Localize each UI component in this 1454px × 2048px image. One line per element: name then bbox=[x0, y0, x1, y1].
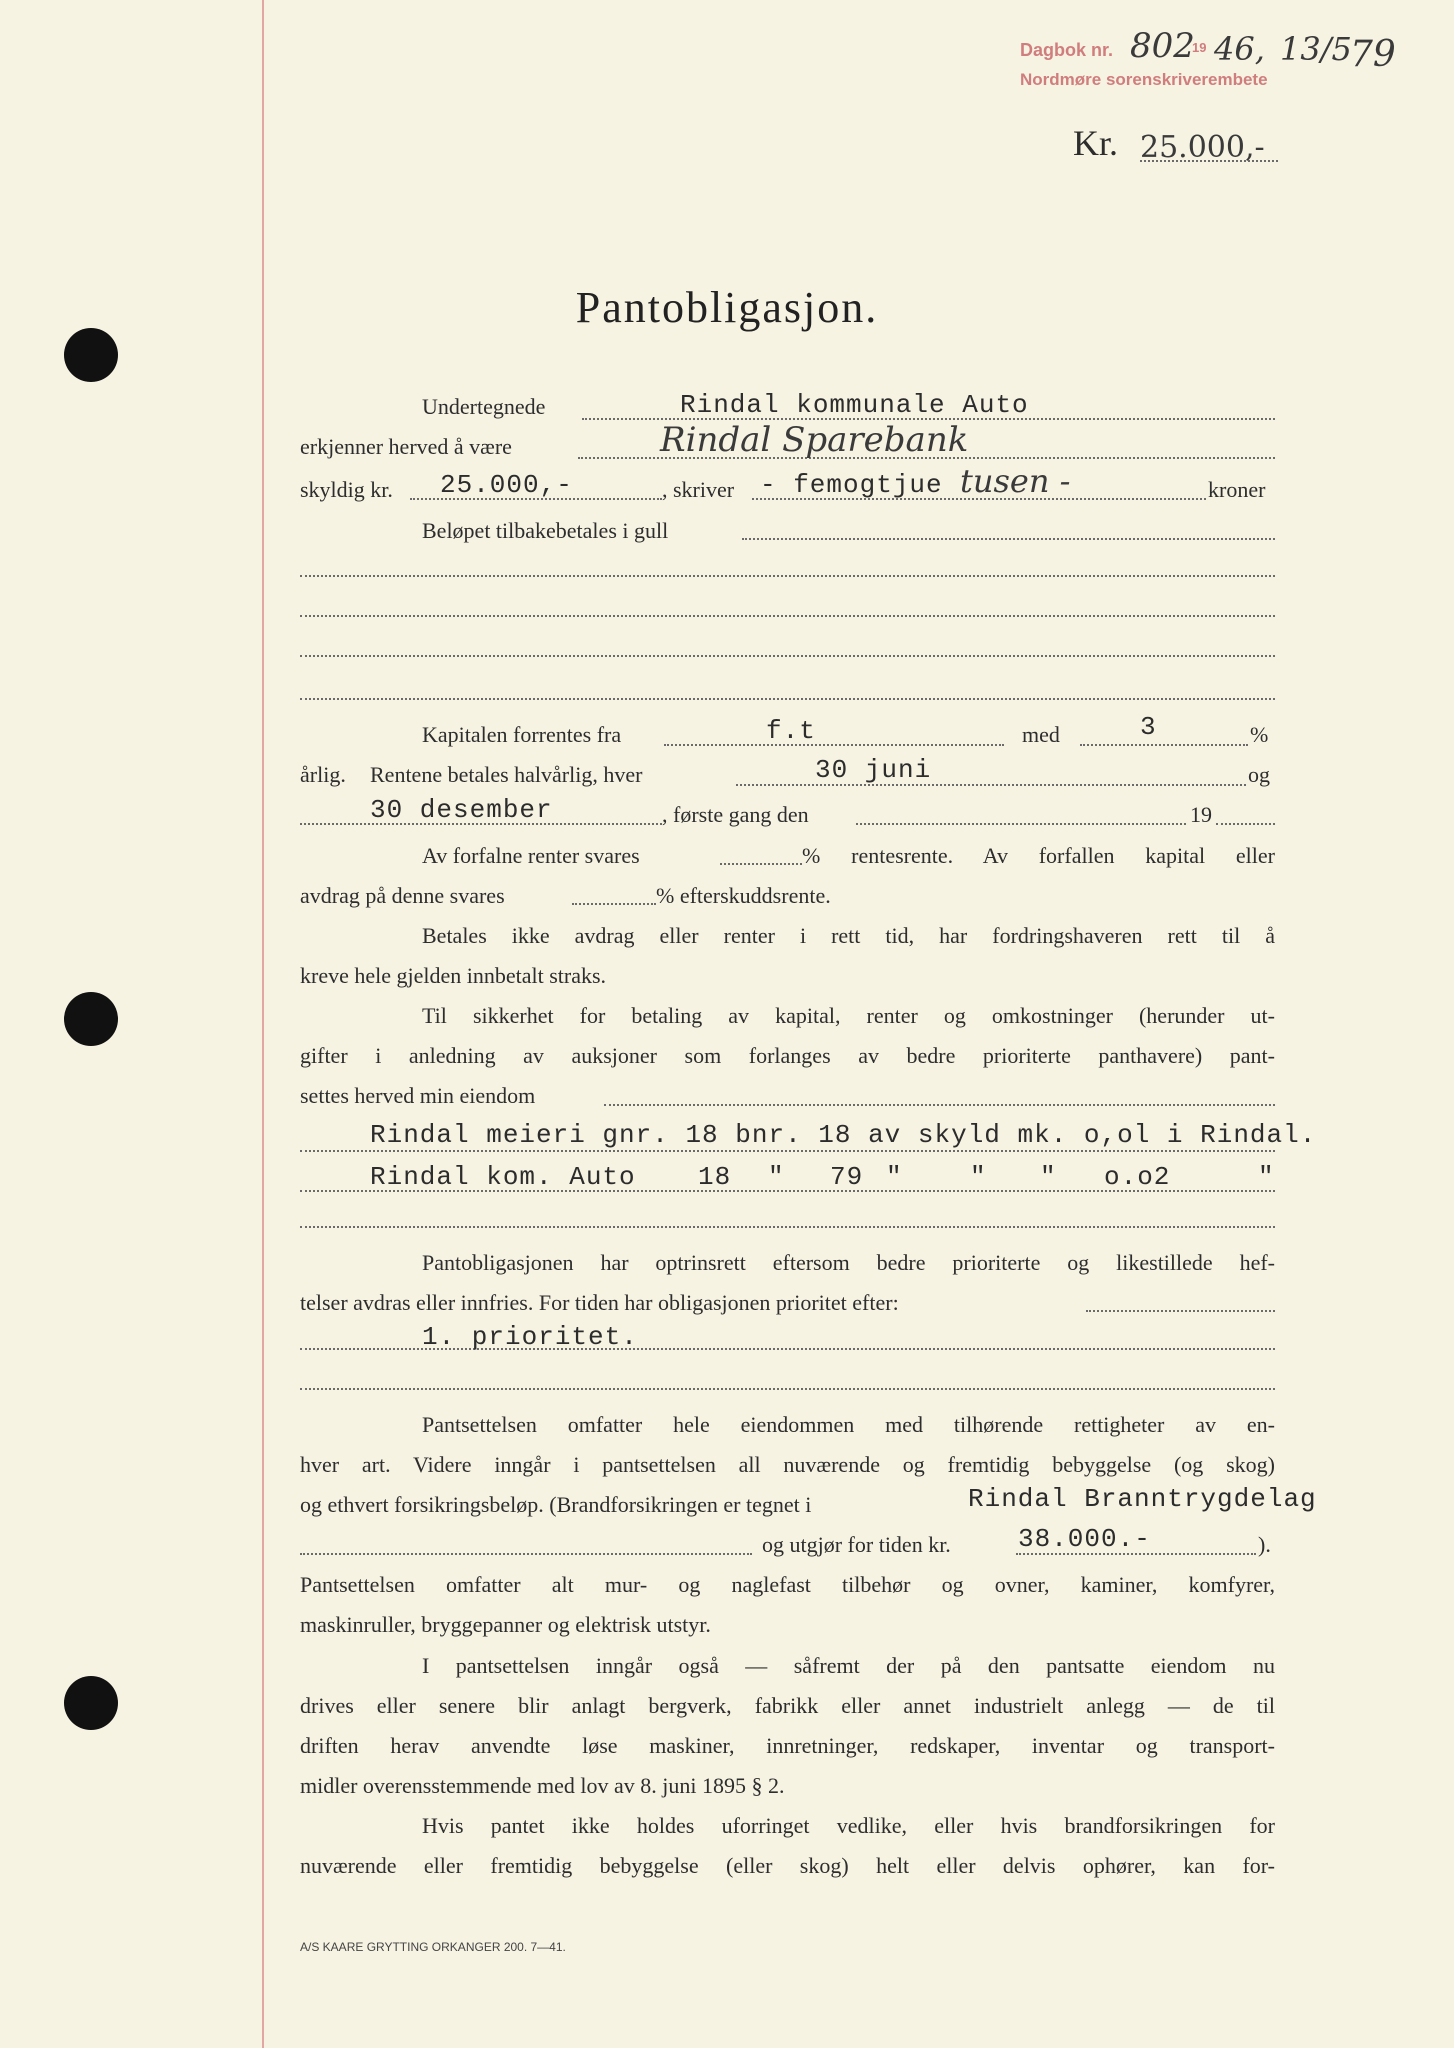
gull-label: Beløpet tilbakebetales i gull bbox=[422, 518, 669, 543]
interest-from: f.t bbox=[766, 716, 816, 746]
priority-value: 1. prioritet. bbox=[422, 1322, 638, 1352]
punch-hole bbox=[64, 992, 118, 1046]
amount-prefix: Kr. bbox=[1073, 123, 1118, 163]
skriver-label: , skriver bbox=[662, 477, 735, 502]
forste-gang-label: , første gang den bbox=[662, 802, 809, 827]
dotted-line bbox=[720, 863, 802, 865]
priority-line-1: Pantobligasjonen har optrinsrett eftersom bedre prioriterte og likestillede hef- bbox=[422, 1250, 1275, 1275]
forfalne-text: % rentesrente. Av forfallen kapital eller bbox=[802, 843, 1275, 868]
vedlike-line-1: Hvis pantet ikke holdes uforringet vedlike, eller hvis brandforsikringen for bbox=[422, 1813, 1275, 1838]
insured-value: 38.000.- bbox=[1018, 1524, 1151, 1554]
utgjor-label: og utgjør for tiden kr. bbox=[762, 1532, 951, 1557]
dotted-line bbox=[300, 575, 1275, 577]
property-line-2-ditto: " bbox=[886, 1162, 903, 1192]
debtor-name: Rindal kommunale Auto bbox=[680, 390, 1029, 420]
vedlike-line-2: nuværende eller fremtidig bebyggelse (eller skog) helt eller delvis ophører, kan for- bbox=[300, 1853, 1275, 1878]
pantsettelsen-line-1: Pantsettelsen omfatter hele eiendommen med tilhørende rettigheter av en- bbox=[422, 1412, 1275, 1437]
bergverk-line-4: midler overensstemmende med lov av 8. juni 1895 § 2. bbox=[300, 1773, 785, 1798]
kroner-label: kroner bbox=[1208, 477, 1266, 502]
priority-line-2: telser avdras eller innfries. For tiden har obligasjonen prioritet efter: bbox=[300, 1290, 899, 1315]
property-line-2-ditto: " bbox=[1258, 1162, 1275, 1192]
property-line-2-bnr: 79 bbox=[830, 1162, 864, 1192]
journal-number: 802 bbox=[1130, 26, 1195, 66]
skyldig-label: skyldig kr. bbox=[300, 477, 393, 502]
dotted-line bbox=[1086, 1310, 1275, 1312]
arlig-label: årlig. bbox=[300, 762, 346, 787]
journal-date: 13/5 bbox=[1280, 30, 1352, 68]
registration-stamp-label: Dagbok nr. bbox=[1020, 40, 1114, 60]
og-label: og bbox=[1248, 762, 1270, 787]
amount-header-value: 25.000,- bbox=[1140, 130, 1265, 165]
rentene-label: Rentene betales halvårlig, hver bbox=[370, 762, 643, 787]
bergverk-line-1: I pantsettelsen inngår også — såfremt der på den pantsatte eiendom nu bbox=[422, 1653, 1275, 1678]
betales-line-1: Betales ikke avdrag eller renter i rett tid, har fordringshaveren rett til å bbox=[422, 923, 1275, 948]
property-line-2-owner: Rindal kom. Auto bbox=[370, 1162, 636, 1192]
registration-stamp-office: Nordmøre sorenskriverembete bbox=[1020, 70, 1268, 89]
dotted-line bbox=[572, 903, 656, 905]
dotted-line bbox=[300, 1553, 752, 1555]
forsikring-label: og ethvert forsikringsbeløp. (Brandforsikringen er tegnet i bbox=[300, 1492, 812, 1517]
close-paren: ). bbox=[1258, 1532, 1271, 1557]
punch-hole bbox=[64, 328, 118, 382]
document-title: Pantobligasjon. bbox=[575, 283, 879, 332]
creditor-name: Rindal Sparebank bbox=[660, 420, 969, 460]
dotted-line bbox=[742, 538, 1275, 540]
dotted-line bbox=[604, 1104, 1275, 1106]
sikkerhet-line-2: gifter i anledning av auksjoner som forlanges av bedre prioriterte panthavere) pant- bbox=[300, 1043, 1275, 1068]
dotted-line bbox=[736, 784, 1246, 786]
dotted-line bbox=[300, 698, 1275, 700]
med-label: med bbox=[1022, 722, 1060, 747]
year-prefix: 19 bbox=[1190, 802, 1212, 827]
dotted-line bbox=[300, 1150, 1275, 1152]
dotted-line bbox=[856, 823, 1186, 825]
bergverk-line-2: drives eller senere blir anlagt bergverk, fabrikk eller annet industrielt anlegg — de til bbox=[300, 1693, 1275, 1718]
punch-hole bbox=[64, 1676, 118, 1730]
interest-date-1: 30 juni bbox=[815, 755, 932, 785]
pantsettelsen-line-2: hver art. Videre inngår i pantsettelsen all nuværende og fremtidig bebyggelse (og skog) bbox=[300, 1452, 1275, 1477]
undertegnede-label: Undertegnede bbox=[422, 394, 546, 419]
interest-date-2: 30 desember bbox=[370, 795, 553, 825]
journal-folio: 79 bbox=[1350, 34, 1396, 75]
interest-rate: 3 bbox=[1140, 712, 1157, 742]
percent-sign: % bbox=[1250, 722, 1269, 747]
tilbehor-line-2: maskinruller, bryggepanner og elektrisk utstyr. bbox=[300, 1612, 711, 1637]
dotted-line bbox=[1140, 160, 1278, 162]
bergverk-line-3: driften herav anvendte løse maskiner, innretninger, redskaper, inventar og transport- bbox=[300, 1733, 1275, 1758]
property-line-2-ditto: " bbox=[970, 1162, 987, 1192]
forfalne-label: Av forfalne renter svares bbox=[422, 843, 640, 868]
dotted-line bbox=[300, 615, 1275, 617]
avdrag-label: avdrag på denne svares bbox=[300, 883, 505, 908]
property-line-2-skyld: o.o2 bbox=[1104, 1162, 1171, 1192]
dotted-line bbox=[1216, 823, 1275, 825]
betales-line-2: kreve hele gjelden innbetalt straks. bbox=[300, 963, 607, 988]
journal-year-prefix: 19 bbox=[1192, 40, 1207, 55]
amount-words-handwritten: tusen - bbox=[960, 462, 1071, 500]
kapitalen-label: Kapitalen forrentes fra bbox=[422, 722, 622, 747]
dotted-line bbox=[300, 1226, 1275, 1228]
property-line-1: Rindal meieri gnr. 18 bnr. 18 av skyld mk. o,ol i Rindal. bbox=[370, 1120, 1317, 1150]
amount-words-typed: - femogtjue bbox=[760, 470, 943, 500]
dotted-line bbox=[300, 1388, 1275, 1390]
sikkerhet-line-1: Til sikkerhet for betaling av kapital, renter og omkostninger (herunder ut- bbox=[422, 1003, 1275, 1028]
avdrag-text: % efterskuddsrente. bbox=[656, 883, 831, 908]
insurer-name: Rindal Branntrygdelag bbox=[968, 1484, 1317, 1514]
settes-label: settes herved min eiendom bbox=[300, 1083, 536, 1108]
dotted-line bbox=[1080, 744, 1248, 746]
property-line-2-ditto: " bbox=[768, 1162, 785, 1192]
journal-year: 46, bbox=[1214, 30, 1265, 68]
debt-amount: 25.000,- bbox=[440, 470, 573, 500]
erkjenner-label: erkjenner herved å være bbox=[300, 434, 512, 459]
dotted-line bbox=[300, 655, 1275, 657]
printer-imprint: A/S KAARE GRYTTING ORKANGER 200. 7—41. bbox=[300, 1940, 566, 1954]
tilbehor-line-1: Pantsettelsen omfatter alt mur- og naglefast tilbehør og ovner, kaminer, komfyrer, bbox=[300, 1572, 1275, 1597]
property-line-2-gnr: 18 bbox=[698, 1162, 732, 1192]
dotted-line bbox=[664, 744, 1004, 746]
property-line-2-ditto: " bbox=[1040, 1162, 1057, 1192]
